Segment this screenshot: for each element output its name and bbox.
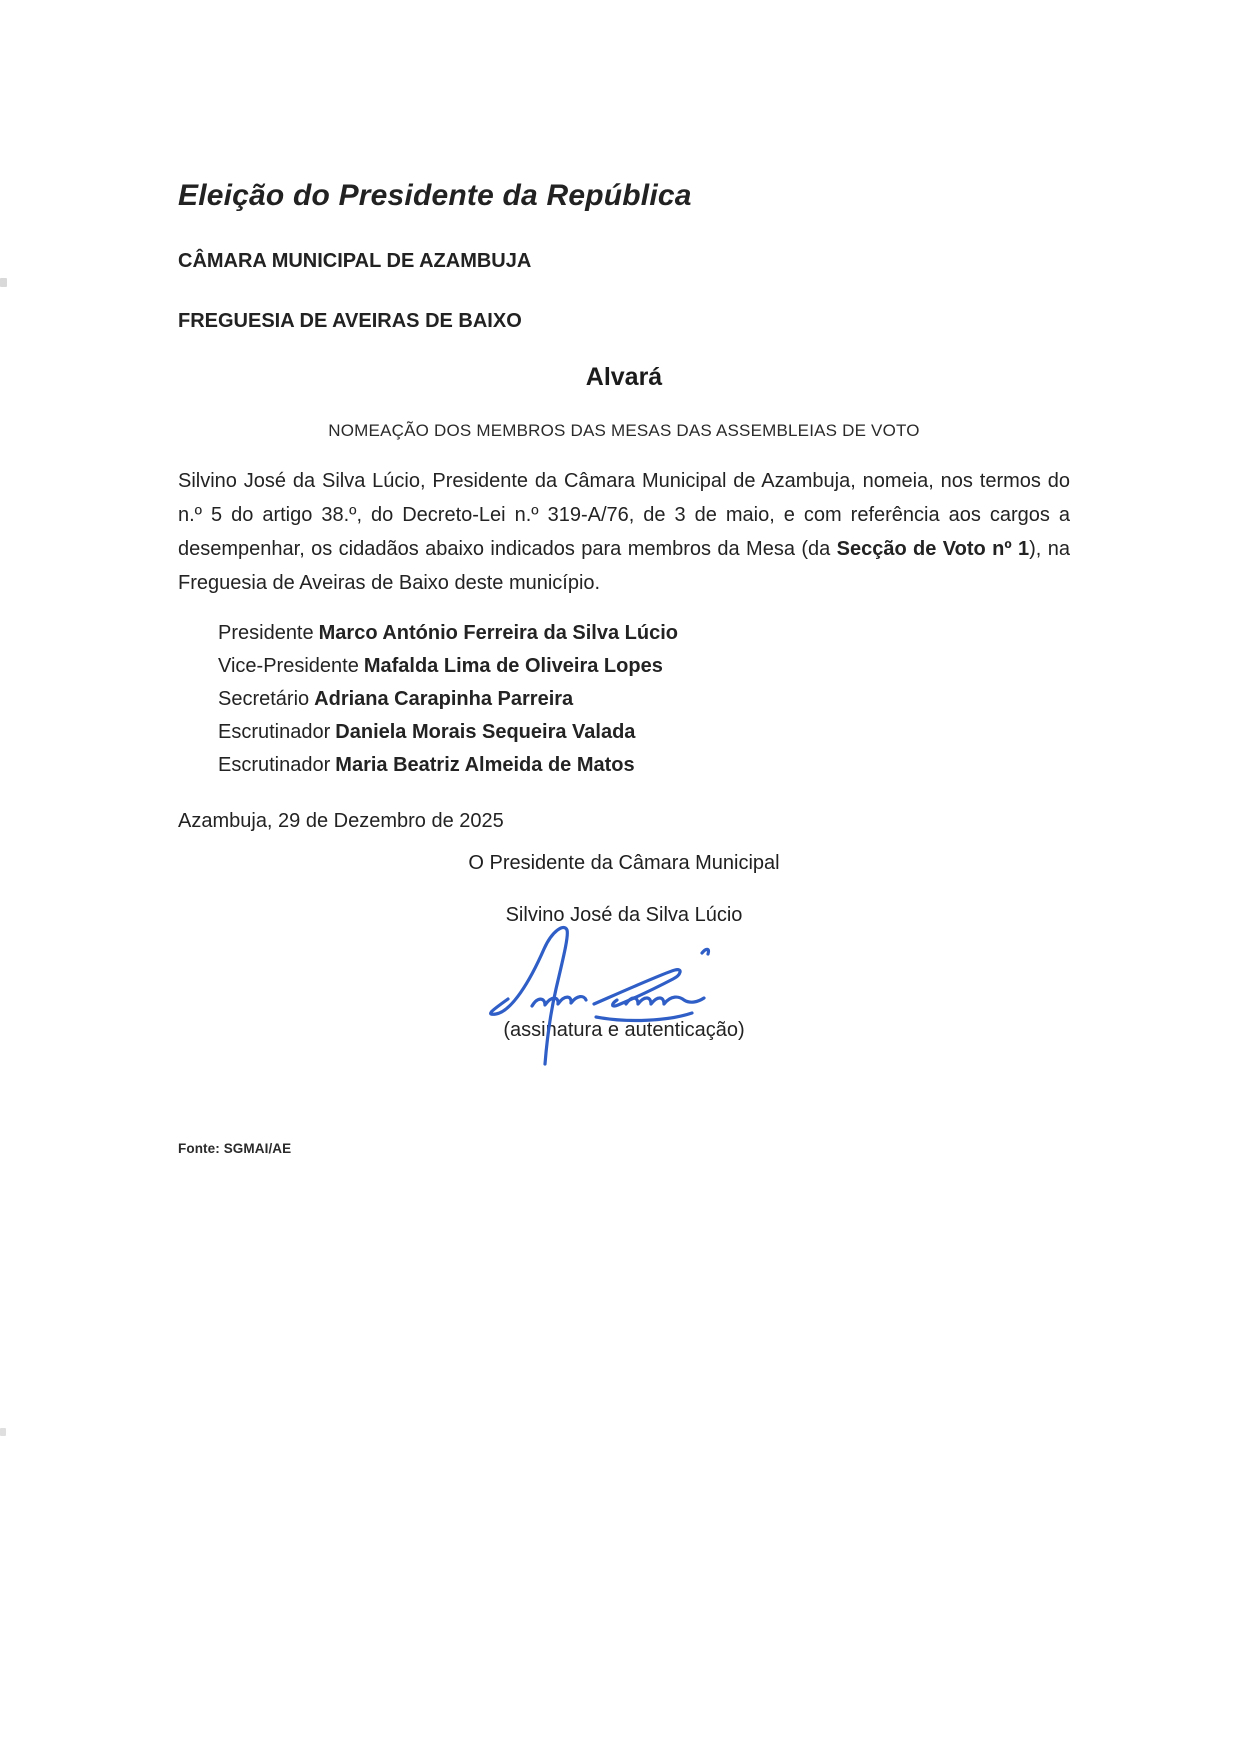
- member-name: Mafalda Lima de Oliveira Lopes: [363, 655, 663, 677]
- signature-stroke-tick: [702, 949, 709, 954]
- intro-text-before: Silvino José da Silva Lúcio, Presidente da Câmara Municipal de Azambuja, nomeia, nos termos do n.º 5 do artigo 38.º, do Decreto-Lei n.º 319-A/76, de 3 de maio, e com referência aos cargos a desempenhar, os cidadãos abaixo indicados para membros da Mesa (da: [178, 470, 1070, 560]
- member-row: [218, 617, 1070, 650]
- member-role: Escrutinador: [218, 721, 331, 743]
- municipality-line: CÂMARA MUNICIPAL DE AZAMBUJA: [178, 250, 532, 272]
- member-name: Marco António Ferreira da Silva Lúcio: [318, 622, 678, 644]
- member-row: [218, 683, 1070, 716]
- signature-stroke-initial: [491, 927, 568, 1064]
- member-name: Maria Beatriz Almeida de Matos: [335, 754, 635, 776]
- member-role: Secretário: [218, 688, 310, 710]
- signature-stroke-wave2: [626, 997, 704, 1004]
- member-row: [218, 650, 1070, 683]
- signatory-name: Silvino José da Silva Lúcio: [505, 904, 743, 926]
- member-name: Adriana Carapinha Parreira: [314, 688, 574, 710]
- members-list: [178, 617, 1070, 782]
- member-name: Daniela Morais Sequeira Valada: [335, 721, 636, 743]
- scan-artifact-bottom: [0, 1428, 6, 1436]
- signature-caption: (assinatura e autenticação): [503, 1019, 745, 1041]
- member-role: Vice-Presidente: [218, 655, 359, 677]
- signature-stroke-wave1: [532, 997, 586, 1006]
- document-content: [178, 178, 1070, 1156]
- member-row: [218, 749, 1070, 782]
- dateline: Azambuja, 29 de Dezembro de 2025: [178, 810, 504, 832]
- signature-stroke-underline: [596, 1013, 692, 1020]
- member-role: Escrutinador: [218, 754, 331, 776]
- signature-area: [178, 927, 1070, 1018]
- document-subtitle: NOMEAÇÃO DOS MEMBROS DAS MESAS DAS ASSEMBLEIAS DE VOTO: [328, 421, 920, 440]
- signatory-title: O Presidente da Câmara Municipal: [468, 852, 780, 874]
- intro-paragraph: [178, 464, 1070, 600]
- member-row: [218, 716, 1070, 749]
- intro-bold-section-number: Secção de Voto nº 1: [836, 538, 1030, 560]
- source-note: Fonte: SGMAI/AE: [178, 1141, 292, 1156]
- election-title: Eleição do Presidente da República: [178, 179, 692, 212]
- handwritten-signature: [478, 921, 718, 1071]
- parish-line: FREGUESIA DE AVEIRAS DE BAIXO: [178, 310, 522, 332]
- member-role: Presidente: [218, 622, 314, 644]
- scan-artifact-top: [0, 278, 7, 287]
- intro-text-after: ), na Freguesia de Aveiras de Baixo deste município.: [178, 538, 1070, 594]
- document-title: Alvará: [585, 363, 663, 391]
